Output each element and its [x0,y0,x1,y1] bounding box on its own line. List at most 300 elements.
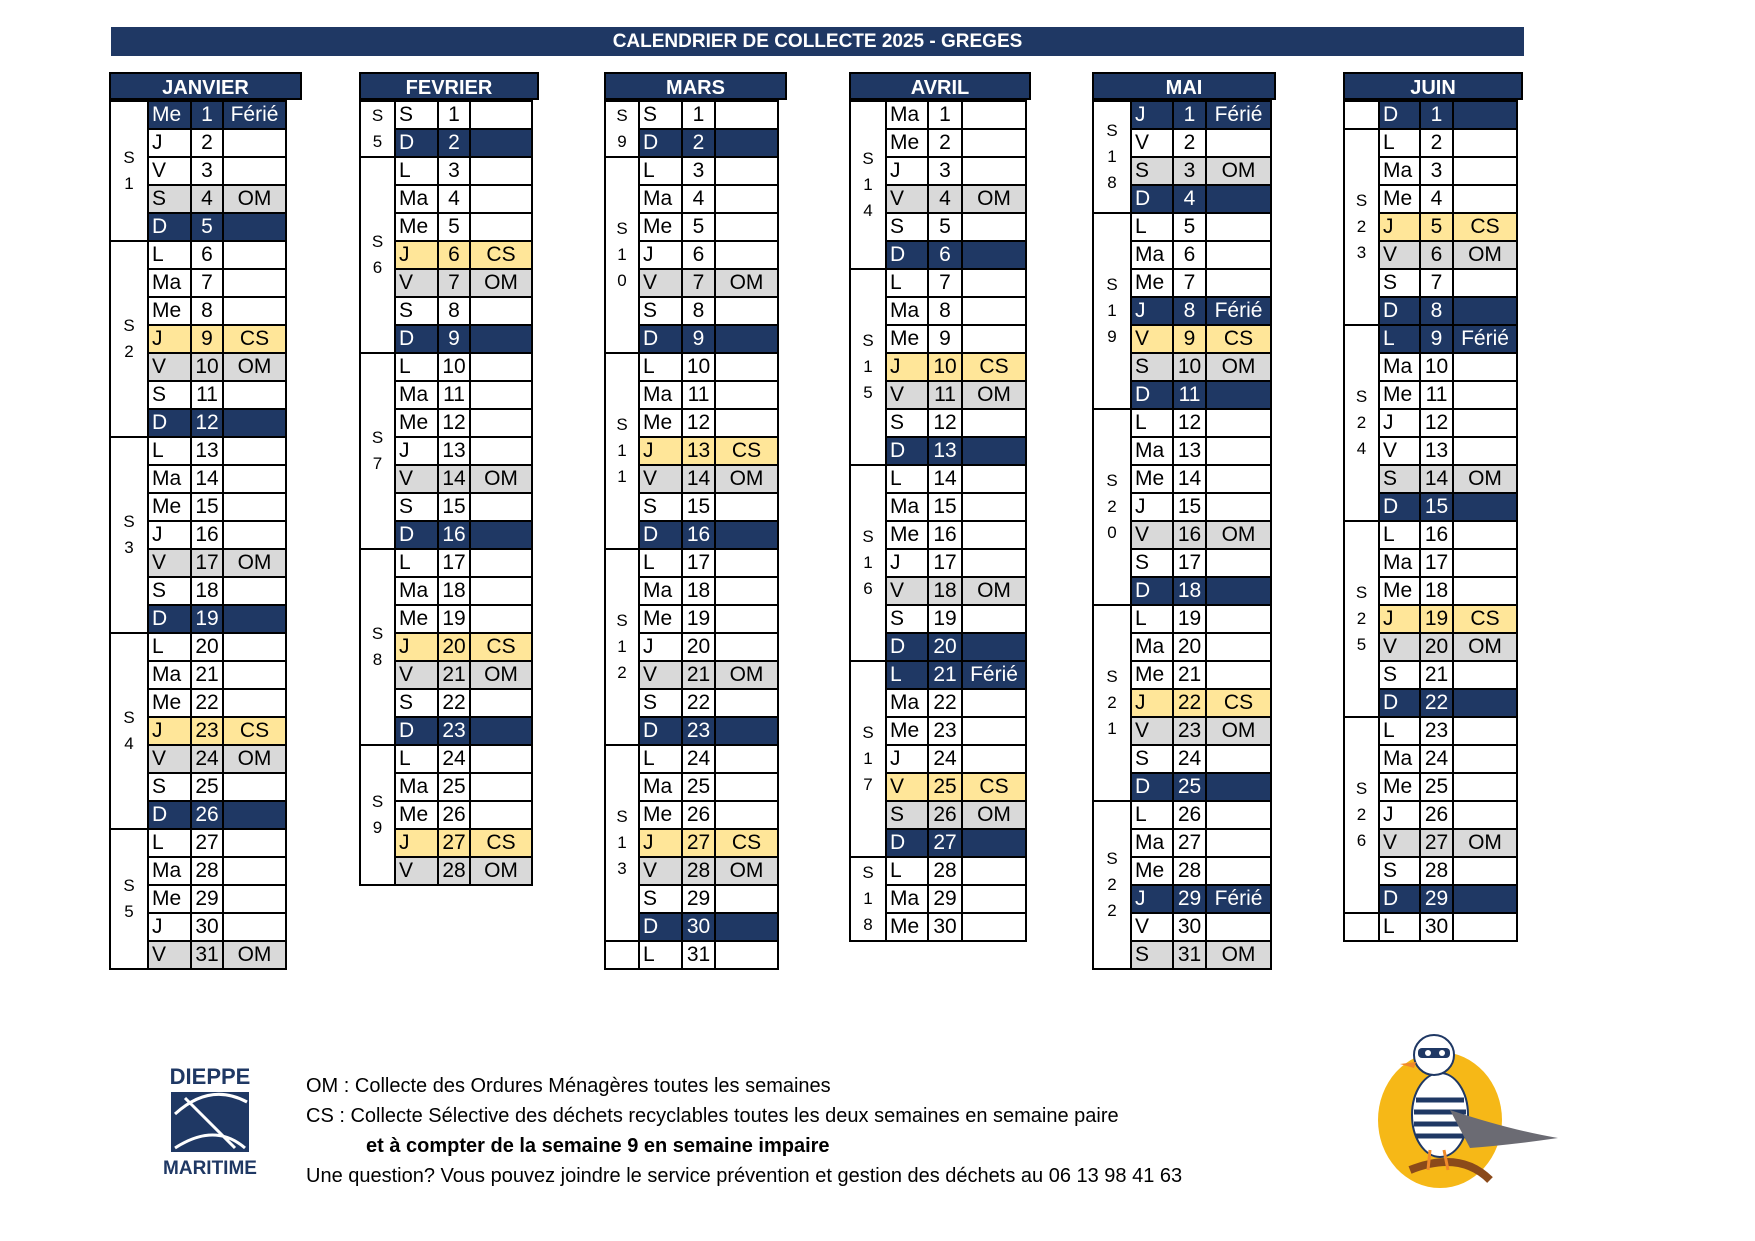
day-note [1206,241,1271,269]
day-note [1453,577,1517,605]
day-name: S [148,381,191,409]
day-name: V [639,857,682,885]
day-number: 9 [438,325,470,353]
week-label-char: 1 [124,174,134,193]
week-label-char: 3 [1356,243,1367,262]
day-number: 20 [1173,633,1206,661]
day-note [962,521,1026,549]
day-note: CS [1453,605,1517,633]
week-label-char: 3 [124,538,134,557]
day-number: 20 [191,633,223,661]
day-name: L [639,549,682,577]
day-number: 18 [682,577,715,605]
day-name: S [1379,661,1420,689]
day-number: 27 [682,829,715,857]
day-name: J [395,829,438,857]
legend-cs-note: et à compter de la semaine 9 en semaine impaire [366,1135,830,1157]
day-note [223,913,286,941]
day-number: 5 [928,213,962,241]
day-number: 4 [438,185,470,213]
day-note [223,437,286,465]
day-note [715,689,778,717]
day-name: L [148,633,191,661]
day-number: 17 [438,549,470,577]
day-name: L [148,437,191,465]
day-note: OM [470,465,532,493]
day-note [715,717,778,745]
day-name: L [886,857,928,885]
day-name: Me [886,325,928,353]
day-number: 8 [191,297,223,325]
day-name: L [886,269,928,297]
day-name: V [1131,913,1173,941]
day-name: J [395,241,438,269]
day-number: 9 [1420,325,1453,353]
day-note: CS [962,773,1026,801]
day-number: 24 [438,745,470,773]
day-number: 28 [928,857,962,885]
week-label-char: 0 [617,271,627,290]
month-header: JANVIER [109,72,302,100]
week-label [605,549,639,745]
week-label-char: S [123,876,135,895]
day-number: 24 [928,745,962,773]
week-label-char: S [371,792,384,811]
day-name: Me [886,913,928,941]
week-label-char: 1 [863,175,873,194]
day-name: Me [395,605,438,633]
day-number: 28 [191,857,223,885]
day-note [962,885,1026,913]
day-name: Me [1379,577,1420,605]
day-number: 1 [1173,101,1206,129]
day-number: 9 [191,325,223,353]
day-number: 30 [682,913,715,941]
week-label [850,269,886,465]
day-number: 20 [1420,633,1453,661]
day-number: 8 [928,297,962,325]
day-note: OM [223,549,286,577]
day-name: J [148,129,191,157]
day-row [360,101,532,129]
day-number: 4 [1420,185,1453,213]
day-number: 7 [438,269,470,297]
day-note [470,353,532,381]
day-note [1453,129,1517,157]
day-note: CS [470,633,532,661]
day-name: J [1379,605,1420,633]
day-note [470,521,532,549]
day-number: 19 [191,605,223,633]
logo-line-1: DIEPPE [169,1064,251,1089]
day-note [1453,885,1517,913]
day-name: S [1131,549,1173,577]
day-name: D [148,213,191,241]
week-label-char: S [616,807,628,826]
day-note [962,717,1026,745]
day-number: 17 [928,549,962,577]
day-note [470,717,532,745]
day-name: Me [886,129,928,157]
day-name: L [1379,129,1420,157]
week-label [1344,717,1379,913]
day-number: 3 [191,157,223,185]
day-name: V [886,381,928,409]
day-note: OM [1206,157,1271,185]
day-note [470,129,532,157]
day-row [110,633,286,661]
day-number: 14 [928,465,962,493]
week-label-char: S [123,316,135,335]
day-name: V [1131,129,1173,157]
week-label [1093,605,1131,801]
day-name: V [1379,633,1420,661]
day-note [470,493,532,521]
day-note [1453,745,1517,773]
month-header: FEVRIER [359,72,539,100]
day-number: 1 [438,101,470,129]
day-note [223,129,286,157]
day-name: Me [639,605,682,633]
day-number: 31 [682,941,715,969]
day-name: S [148,773,191,801]
day-row [605,101,778,129]
day-name: Me [148,493,191,521]
day-number: 25 [438,773,470,801]
day-note: CS [1206,325,1271,353]
day-note [1206,801,1271,829]
day-name: D [886,241,928,269]
week-label [360,745,395,885]
day-note [1453,185,1517,213]
day-note [715,185,778,213]
day-number: 25 [191,773,223,801]
day-note [1206,661,1271,689]
day-name: Ma [395,185,438,213]
week-label-char: 0 [1107,523,1117,542]
day-name: V [886,773,928,801]
day-number: 25 [1173,773,1206,801]
day-number: 19 [1420,605,1453,633]
day-note [715,381,778,409]
day-name: Ma [886,297,928,325]
day-name: D [1379,689,1420,717]
day-row [850,269,1026,297]
day-number: 13 [682,437,715,465]
day-number: 1 [191,101,223,129]
week-label-char: S [371,232,384,251]
day-note: OM [470,661,532,689]
day-name: V [148,353,191,381]
day-name: V [148,941,191,969]
day-note [470,689,532,717]
day-number: 18 [438,577,470,605]
day-name: D [1379,885,1420,913]
day-name: S [148,577,191,605]
day-note [715,549,778,577]
day-name: Me [395,801,438,829]
day-name: L [1379,913,1420,941]
day-number: 31 [191,941,223,969]
day-number: 1 [682,101,715,129]
day-note: CS [470,829,532,857]
day-note [223,213,286,241]
day-number: 2 [1420,129,1453,157]
day-name: S [639,493,682,521]
day-note [1206,213,1271,241]
day-note [715,101,778,129]
week-label-char: 6 [372,258,383,277]
day-number: 13 [438,437,470,465]
day-note: OM [715,857,778,885]
day-number: 7 [928,269,962,297]
day-row [850,857,1026,885]
day-name: D [148,801,191,829]
week-label [850,101,886,269]
week-label-char: S [862,331,874,350]
day-number: 19 [1173,605,1206,633]
day-name: L [886,661,928,689]
day-note [1206,773,1271,801]
day-name: D [639,913,682,941]
day-note: Férié [962,661,1026,689]
week-label-char: 2 [1107,875,1117,894]
week-label-char: S [862,149,874,168]
seagull-mascot-illustration [1370,1020,1562,1195]
week-label-char: S [862,723,874,742]
day-name: Me [1131,269,1173,297]
day-number: 24 [191,745,223,773]
week-label-char: S [862,527,874,546]
day-name: S [148,185,191,213]
day-note [1453,157,1517,185]
day-name: S [1131,157,1173,185]
day-name: D [1379,101,1420,129]
week-label [605,745,639,941]
day-number: 17 [191,549,223,577]
month-header: JUIN [1343,72,1523,100]
day-number: 5 [1420,213,1453,241]
day-number: 10 [682,353,715,381]
day-name: Ma [395,381,438,409]
day-name: Me [1379,185,1420,213]
week-label-char: 4 [1356,439,1367,458]
day-name: Ma [639,773,682,801]
day-name: Ma [1379,745,1420,773]
day-number: 15 [1173,493,1206,521]
day-name: S [886,409,928,437]
day-note [470,157,532,185]
day-number: 27 [928,829,962,857]
day-number: 3 [1173,157,1206,185]
day-number: 26 [682,801,715,829]
day-name: Ma [886,885,928,913]
day-number: 12 [928,409,962,437]
day-name: J [1379,213,1420,241]
day-name: Me [639,801,682,829]
day-number: 21 [1420,661,1453,689]
day-number: 19 [682,605,715,633]
day-row [1093,605,1271,633]
day-name: Me [1131,661,1173,689]
week-label-char: S [1106,121,1118,140]
day-number: 11 [191,381,223,409]
week-label [1344,101,1379,129]
day-note [962,745,1026,773]
day-note [223,465,286,493]
week-label-char: 4 [124,734,134,753]
day-number: 4 [191,185,223,213]
week-label-char: 1 [1107,147,1117,166]
day-number: 21 [1173,661,1206,689]
day-note [962,325,1026,353]
day-note [470,185,532,213]
day-number: 26 [1173,801,1206,829]
day-name: Me [148,297,191,325]
day-note [1453,101,1517,129]
day-number: 12 [191,409,223,437]
day-note [715,913,778,941]
week-label-char: 2 [617,663,627,682]
day-name: J [886,157,928,185]
day-number: 28 [1420,857,1453,885]
legend-cs: CS : Collecte Sélective des déchets recyclables toutes les deux semaines en semaine paire [306,1105,1119,1127]
day-name: D [639,521,682,549]
day-note [715,745,778,773]
day-number: 6 [438,241,470,269]
day-row [1093,101,1271,129]
day-number: 8 [1420,297,1453,325]
day-name: Ma [1131,241,1173,269]
day-row [110,437,286,465]
week-label-char: S [1355,779,1368,798]
calendar-title: CALENDRIER DE COLLECTE 2025 - GREGES [111,27,1524,56]
day-name: S [395,297,438,325]
day-number: 19 [928,605,962,633]
day-note: OM [1453,465,1517,493]
day-number: 16 [1173,521,1206,549]
day-number: 16 [438,521,470,549]
week-label-char: 1 [617,441,627,460]
day-number: 23 [928,717,962,745]
week-label [1344,913,1379,941]
month-mai [1092,72,1276,970]
day-note: OM [715,465,778,493]
day-name: D [1131,185,1173,213]
week-label-char: S [1355,583,1368,602]
day-name: J [639,437,682,465]
day-note: CS [715,437,778,465]
day-number: 18 [1173,577,1206,605]
month-avril [849,72,1031,942]
week-label-char: 2 [1356,413,1367,432]
day-name: V [886,185,928,213]
day-row [850,101,1026,129]
day-name: S [886,213,928,241]
day-name: J [1131,885,1173,913]
day-number: 6 [682,241,715,269]
day-name: L [395,549,438,577]
day-number: 10 [1420,353,1453,381]
day-row [110,241,286,269]
day-note [223,801,286,829]
day-note [1453,493,1517,521]
day-number: 11 [928,381,962,409]
day-note [1453,381,1517,409]
week-label-char: S [616,106,628,125]
day-number: 12 [438,409,470,437]
day-name: D [1379,493,1420,521]
week-label-char: 7 [372,454,383,473]
day-name: Ma [148,269,191,297]
week-label-char: 5 [372,132,383,151]
day-note: CS [715,829,778,857]
day-name: V [148,549,191,577]
week-label [605,353,639,549]
day-note [1206,549,1271,577]
month-table [604,100,779,970]
week-label-char: 2 [1107,693,1117,712]
week-label-char: 2 [1356,217,1367,236]
day-note [1206,437,1271,465]
week-label-char: 6 [863,579,873,598]
day-name: Ma [1131,437,1173,465]
week-label-char: 1 [617,833,627,852]
day-number: 14 [191,465,223,493]
day-name: D [886,633,928,661]
day-number: 17 [682,549,715,577]
day-name: V [639,269,682,297]
week-label-char: 1 [863,889,873,908]
day-note [1453,549,1517,577]
day-name: J [1379,409,1420,437]
day-number: 8 [682,297,715,325]
day-name: S [639,689,682,717]
day-number: 13 [1420,437,1453,465]
day-note [470,297,532,325]
day-name: D [1131,773,1173,801]
day-row [605,157,778,185]
day-number: 2 [928,129,962,157]
day-number: 3 [928,157,962,185]
day-name: V [148,745,191,773]
day-name: Ma [395,773,438,801]
day-note: Férié [1206,101,1271,129]
week-label [1344,325,1379,521]
day-number: 22 [928,689,962,717]
day-note [1206,913,1271,941]
week-label-char: 1 [1107,301,1117,320]
day-note [1453,409,1517,437]
day-name: S [395,689,438,717]
week-label-char: 1 [863,553,873,572]
day-number: 21 [928,661,962,689]
day-note [470,101,532,129]
day-note [715,213,778,241]
day-note [223,269,286,297]
week-label [110,437,148,633]
day-name: J [148,521,191,549]
day-number: 5 [1173,213,1206,241]
week-label-char: 5 [863,383,873,402]
day-name: L [886,465,928,493]
day-note [223,885,286,913]
day-number: 2 [438,129,470,157]
day-name: V [395,857,438,885]
week-label-char: S [123,512,135,531]
day-number: 26 [438,801,470,829]
month-table [359,100,533,886]
